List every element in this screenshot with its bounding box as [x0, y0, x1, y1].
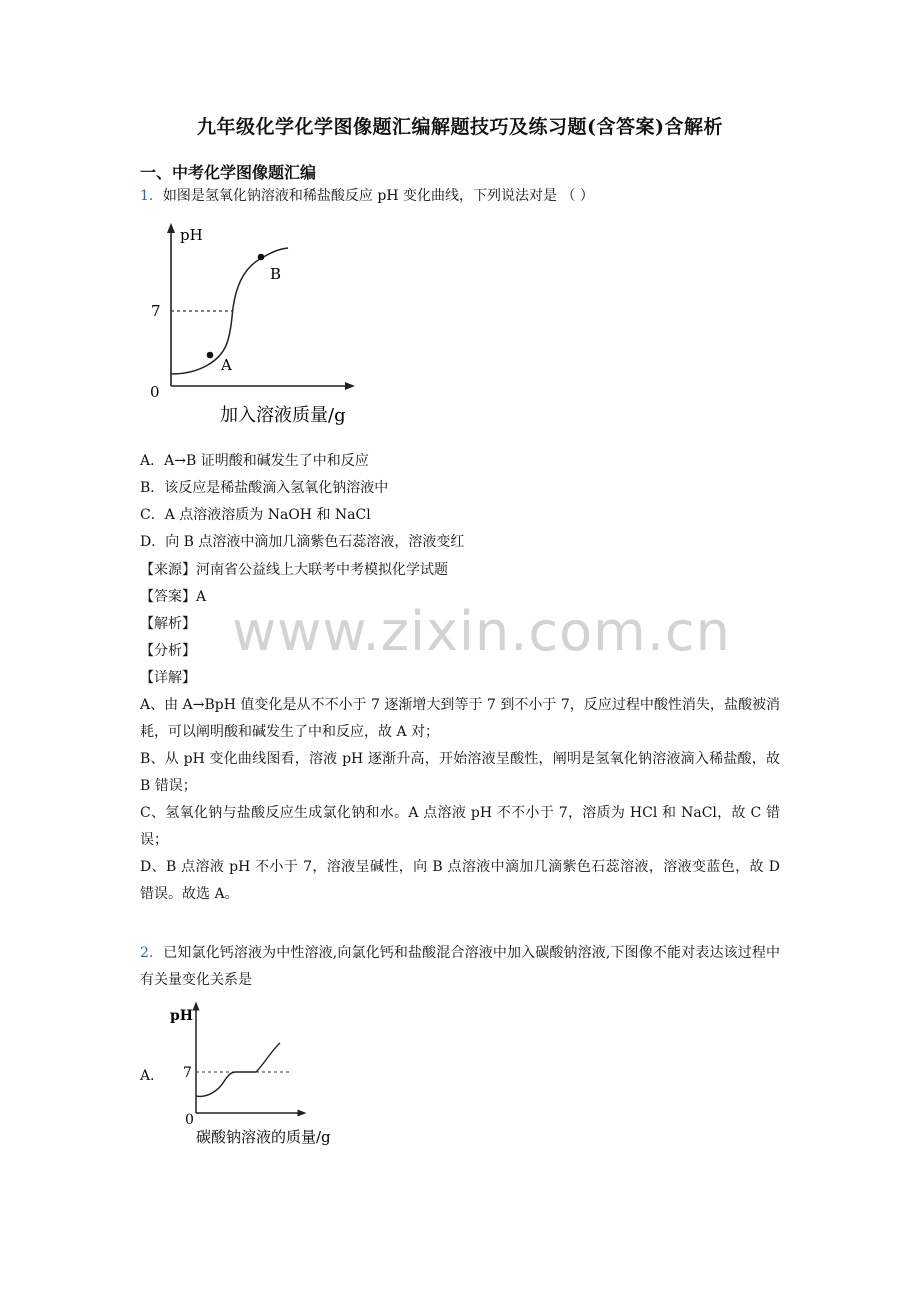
y-axis-label: pH	[180, 226, 203, 244]
explanation-c: C、氢氧化钠与盐酸反应生成氯化钠和水。A 点溶液 pH 不不小于 7，溶质为 HCl 和 NaCl，故 C 错误；	[140, 805, 780, 848]
point-b-label: B	[270, 265, 282, 283]
question-1-text: 如图是氢氧化钠溶液和稀盐酸反应 pH 变化曲线，下列说法对是 （ ）	[162, 188, 594, 204]
q2-tick-7-label: 7	[183, 1065, 192, 1081]
source-line: 【来源】河南省公益线上大联考中考模拟化学试题	[140, 562, 448, 578]
q2-origin-label: 0	[185, 1112, 194, 1128]
question-2-stem	[140, 940, 780, 994]
q2-ph-curve	[196, 1043, 280, 1096]
explanation-a: A、由 A→BpH 值变化是从不不小于 7 逐渐增大到等于 7 到不小于 7，反应过程中酸性消失，盐酸被消耗，可以阐明酸和碱发生了中和反应，故 A 对；	[140, 697, 780, 740]
origin-label: 0	[150, 383, 160, 401]
question-1-stem	[140, 186, 594, 206]
option-d: D．向 B 点溶液中滴加几滴紫色石蕊溶液，溶液变红	[140, 534, 465, 550]
option-a: A．A→B 证明酸和碱发生了中和反应	[140, 453, 369, 469]
q2-option-a-label: A．	[140, 1068, 165, 1084]
question-2-option-a-graph	[168, 1000, 368, 1150]
option-b: B．该反应是稀盐酸滴入氢氧化钠溶液中	[140, 480, 389, 496]
question-2-text: 已知氯化钙溶液为中性溶液,向氯化钙和盐酸混合溶液中加入碳酸钠溶液,下图像不能对表达该过程中有关量变化关系是	[140, 945, 780, 988]
detail-heading: 【详解】	[140, 670, 196, 686]
answer-line: 【答案】A	[140, 589, 207, 605]
section-heading: 一、中考化学图像题汇编	[140, 163, 317, 182]
analysis-heading: 【解析】	[140, 616, 196, 632]
point-b-marker	[258, 254, 265, 261]
x-axis-label: 加入溶液质量/g	[220, 405, 346, 426]
q2-x-axis-label: 碳酸钠溶液的质量/g	[196, 1128, 331, 1146]
option-c: C．A 点溶液溶质为 NaOH 和 NaCl	[140, 507, 371, 523]
question-1-number: 1．	[140, 188, 163, 204]
explanation-b: B、从 pH 变化曲线图看，溶液 pH 逐渐升高，开始溶液呈酸性，阐明是氢氧化钠溶液滴入稀盐酸，故 B 错误；	[140, 751, 780, 794]
page-title: 九年级化学化学图像题汇编解题技巧及练习题(含答案)含解析	[197, 116, 723, 138]
question-2-number: 2．	[140, 945, 164, 961]
fenxi-heading: 【分析】	[140, 643, 196, 659]
point-a-label: A	[221, 356, 232, 374]
question-1-ph-graph	[140, 222, 370, 434]
watermark: www.zixin.com.cn	[232, 600, 731, 663]
tick-7-label: 7	[151, 302, 161, 320]
point-a-marker	[207, 352, 214, 359]
q2-y-axis-label: pH	[170, 1008, 194, 1024]
explanation-d: D、B 点溶液 pH 不小于 7，溶液呈碱性，向 B 点溶液中滴加几滴紫色石蕊溶液，溶液变蓝色，故 D 错误。故选 A。	[140, 859, 780, 902]
